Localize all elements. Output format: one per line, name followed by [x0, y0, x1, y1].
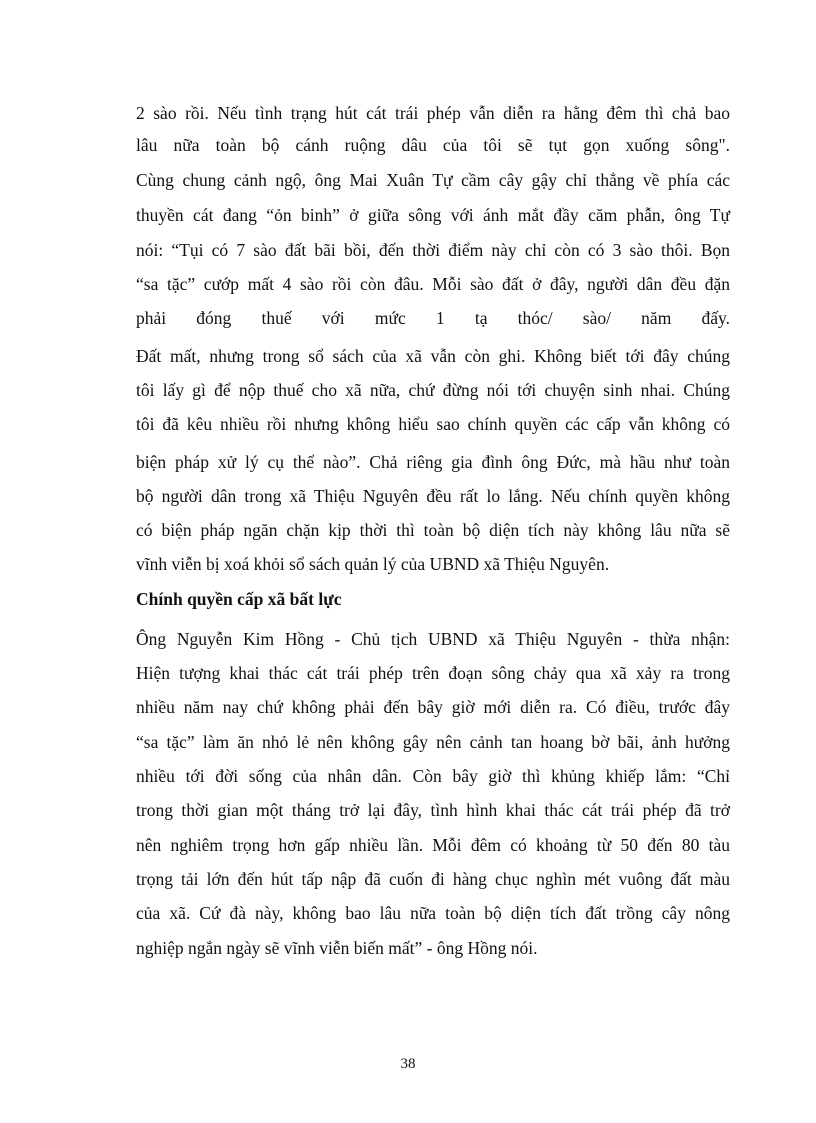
text-line: biện pháp xử lý cụ thể nào”. Chả riêng gia đình ông Đức, mà hầu như toàn [136, 452, 730, 472]
text-line: “sa tặc” cướp mất 4 sào rồi còn đâu. Mỗi sào đất ở đây, người dân đều đặn [136, 274, 730, 294]
text-line: tôi đã kêu nhiều rồi nhưng không hiểu sao chính quyền các cấp vẫn không có [136, 414, 730, 434]
section-heading: Chính quyền cấp xã bất lực [136, 589, 342, 609]
text-line: nói: “Tụi có 7 sào đất bãi bồi, đến thời điểm này chỉ còn có 3 sào thôi. Bọn [136, 240, 730, 260]
text-line: có biện pháp ngăn chặn kịp thời thì toàn bộ diện tích này không lâu nữa sẽ [136, 520, 730, 540]
text-line: Cùng chung cảnh ngộ, ông Mai Xuân Tự cầm cây gậy chỉ thẳng về phía các [136, 170, 730, 190]
text-line: Đất mất, nhưng trong sổ sách của xã vẫn còn ghi. Không biết tới đây chúng [136, 346, 730, 366]
text-line: tôi lấy gì để nộp thuế cho xã nữa, chứ đừng nói tới chuyện sinh nhai. Chúng [136, 380, 730, 400]
text-line: lâu nữa toàn bộ cánh ruộng dâu của tôi sẽ tụt gọn xuống sông". [136, 135, 730, 155]
text-line: phải đóng thuế với mức 1 tạ thóc/ sào/ năm đấy. [136, 308, 730, 328]
text-line: vĩnh viễn bị xoá khỏi sổ sách quản lý của UBND xã Thiệu Nguyên. [136, 554, 610, 574]
text-line: thuyền cát đang “ỏn binh” ở giữa sông với ánh mắt đầy căm phẫn, ông Tự [136, 205, 730, 225]
text-line: 2 sào rồi. Nếu tình trạng hút cát trái phép vẫn diễn ra hằng đêm thì chả bao [136, 103, 730, 123]
text-line: của xã. Cứ đà này, không bao lâu nữa toàn bộ diện tích đất trồng cây nông [136, 903, 730, 923]
text-line: nghiệp ngắn ngày sẽ vĩnh viễn biến mất” - ông Hồng nói. [136, 938, 538, 958]
text-line: “sa tặc” làm ăn nhỏ lẻ nên không gây nên cảnh tan hoang bờ bãi, ảnh hưởng [136, 732, 730, 752]
text-line: nhiều năm nay chứ không phải đến bây giờ mới diễn ra. Có điều, trước đây [136, 697, 730, 717]
text-line: Ông Nguyễn Kim Hồng - Chủ tịch UBND xã Thiệu Nguyên - thừa nhận: [136, 629, 730, 649]
page-number: 38 [400, 1056, 416, 1072]
text-line: nên nghiêm trọng hơn gấp nhiều lần. Mỗi đêm có khoảng từ 50 đến 80 tàu [136, 835, 730, 855]
text-line: Hiện tượng khai thác cát trái phép trên đoạn sông chảy qua xã xảy ra trong [136, 663, 730, 683]
text-line: trong thời gian một tháng trở lại đây, tình hình khai thác cát trái phép đã trở [136, 800, 730, 820]
text-line: bộ người dân trong xã Thiệu Nguyên đều rất lo lắng. Nếu chính quyền không [136, 486, 730, 506]
text-line: nhiều tới đời sống của nhân dân. Còn bây giờ thì khủng khiếp lắm: “Chỉ [136, 766, 730, 786]
text-line: trọng tải lớn đến hút tấp nập đã cuốn đi hàng chục nghìn mét vuông đất màu [136, 869, 730, 889]
